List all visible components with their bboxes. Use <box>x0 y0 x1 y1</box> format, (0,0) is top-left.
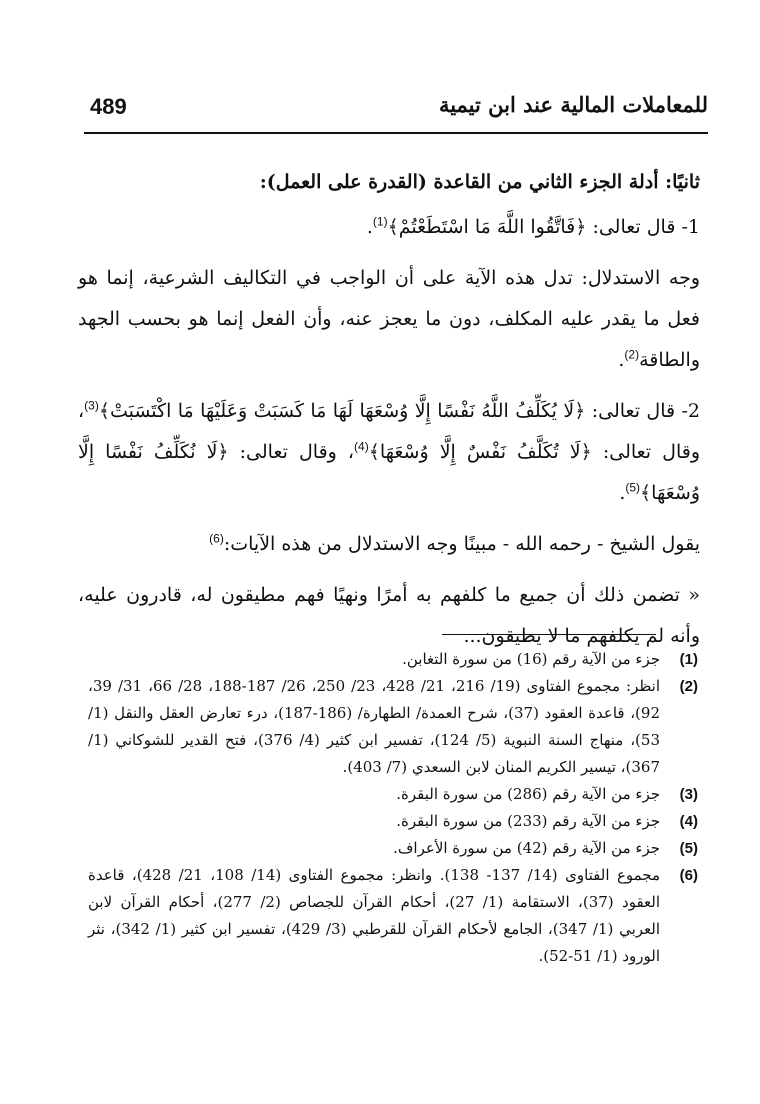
footnote-text: مجموع الفتاوى (14/ 137- 138). وانظر: مجموع الفتاوى (14/ 108، 21/ 428)، قاعدة العقود (37)، الاستقامة (1/ 27)، أحكام القرآن للجصاص (2/ 277)، أحكام القرآن لابن العربي (1/ 347)، الجامع لأحكام القرآن للقرطبي (3/ 429)، تفسير ابن كثير (1/ 342)، نثر الورود (1/ 51-52). <box>88 866 661 965</box>
quran-verse: ﴿لَا نُكَلِّفُ نَفْسًا إِلَّا وُسْعَهَا﴾ <box>78 441 700 504</box>
footnote-text: جزء من الآية رقم (233) من سورة البقرة. <box>396 812 660 830</box>
footnote-item <box>88 673 698 781</box>
sheikh-intro-text: يقول الشيخ - رحمه الله - مبينًا وجه الاستدلال من هذه الآيات: <box>223 533 700 555</box>
punctuation: . <box>366 216 373 238</box>
footnote-ref: (5) <box>625 480 641 495</box>
footnote-item <box>88 781 698 808</box>
main-text <box>78 162 700 657</box>
footnote-item <box>88 835 698 862</box>
evidence-item-2 <box>78 391 700 514</box>
footnote-number: (1) <box>679 651 698 668</box>
footnote-ref: (2) <box>624 347 640 362</box>
connector-text: ، وقال تعالى: <box>78 400 700 463</box>
item-1-prefix: 1- قال تعالى: <box>586 216 700 238</box>
sheikh-intro <box>78 524 700 565</box>
footnote-item <box>88 862 698 970</box>
quotation: « تضمن ذلك أن جميع ما كلفهم به أمرًا ونهيًا فهم مطيقون له، قادرون عليه، وأنه لم يكلفهم ما لا يطيقون... <box>78 584 700 647</box>
footnote-number: (4) <box>679 813 698 830</box>
running-title: للمعاملات المالية عند ابن تيمية <box>438 92 708 117</box>
item-2-prefix: 2- قال تعالى: <box>585 400 700 422</box>
footnote-item <box>88 808 698 835</box>
footnote-ref: (6) <box>209 531 224 546</box>
quran-verse: ﴿فَاتَّقُوا اللَّهَ مَا اسْتَطَعْتُمْ﴾ <box>387 216 587 238</box>
punctuation: . <box>618 349 625 371</box>
footnote-number: (3) <box>679 786 698 803</box>
footnote-item <box>88 646 698 673</box>
footnote-text: انظر: مجموع الفتاوى (19/ 216، 21/ 428، 23/ 250، 26/ 187-188، 28/ 66، 31/ 39، 92)، قاعدة العقود (37)، شرح العمدة/ الطهارة/ (186-187)، درء تعارض العقل والنقل (1/ 53)، منهاج السنة النبوية (5/ 124)، تفسير ابن كثير (4/ 376)، فتح القدير للشوكاني (1/ 367)، تيسير الكريم المنان لابن السعدي (7/ 403). <box>88 677 661 776</box>
punctuation: . <box>619 482 626 504</box>
footnote-ref: (1) <box>372 214 388 229</box>
footnote-ref: (3) <box>84 398 99 413</box>
connector-text: ، وقال تعالى: <box>228 441 355 463</box>
page-header <box>84 90 708 134</box>
footnote-text: جزء من الآية رقم (16) من سورة التغابن. <box>402 650 660 668</box>
footnote-text: جزء من الآية رقم (286) من سورة البقرة. <box>396 785 660 803</box>
footnote-divider <box>442 634 656 635</box>
inference-text: وجه الاستدلال: تدل هذه الآية على أن الواجب في التكاليف الشرعية، إنما هو فعل ما يقدر عليه المكلف، دون ما يعجز عنه، وأن الفعل إنما هو بحسب الجهد والطاقة <box>78 267 700 371</box>
footnotes <box>88 646 698 970</box>
footnote-number: (5) <box>679 840 698 857</box>
inference-paragraph <box>78 258 700 381</box>
evidence-item-1 <box>78 207 700 248</box>
quran-verse: ﴿لَا تُكَلَّفُ نَفْسٌ إِلَّا وُسْعَهَا﴾ <box>368 441 592 463</box>
footnote-number: (6) <box>679 867 698 884</box>
page-number: 489 <box>90 94 127 119</box>
quran-verse: ﴿لَا يُكَلِّفُ اللَّهُ نَفْسًا إِلَّا وُسْعَهَا لَهَا مَا كَسَبَتْ وَعَلَيْهَا مَا اكْتَسَبَتْ﴾ <box>98 400 586 422</box>
footnote-number: (2) <box>679 678 698 695</box>
footnote-ref: (4) <box>354 439 369 454</box>
section-heading: ثانيًا: أدلة الجزء الثاني من القاعدة (القدرة على العمل): <box>259 171 700 193</box>
footnote-text: جزء من الآية رقم (42) من سورة الأعراف. <box>393 839 660 857</box>
